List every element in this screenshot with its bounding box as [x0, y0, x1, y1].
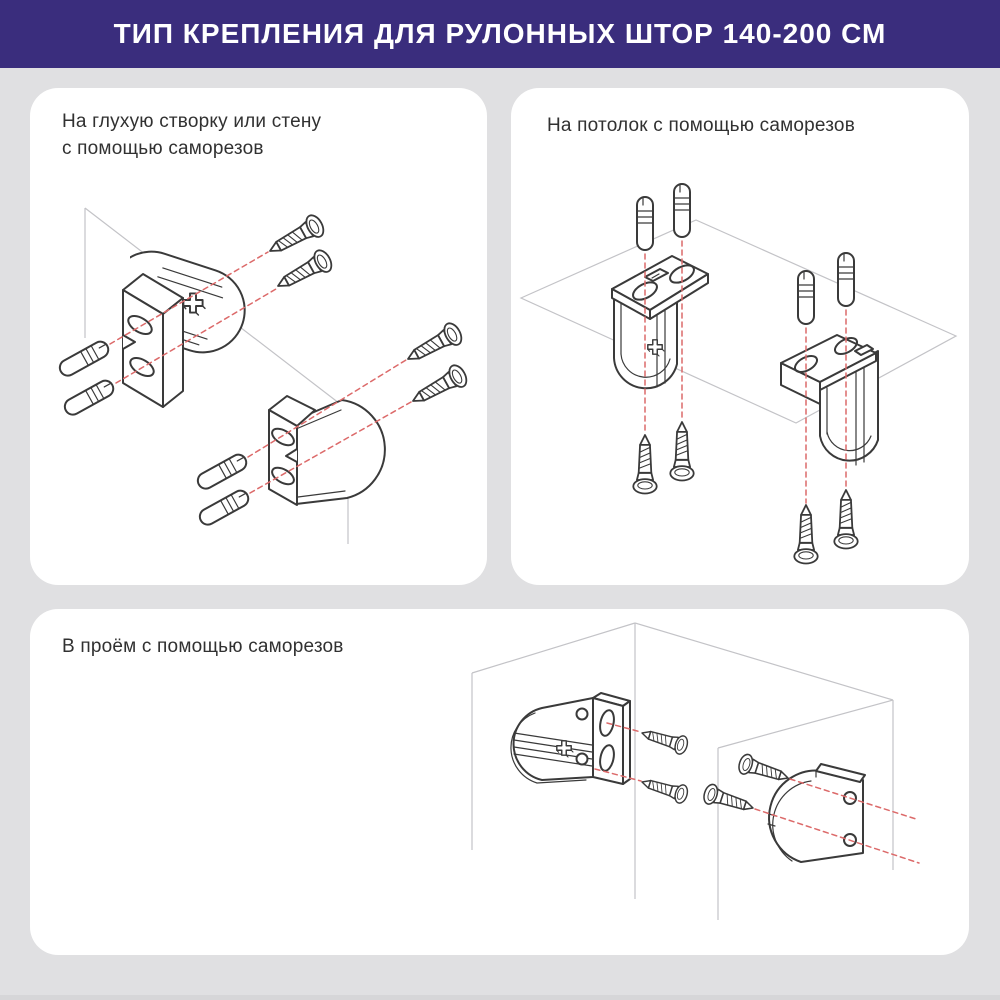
- screw-icon: [402, 320, 465, 369]
- drum-bracket-mount-plate: [123, 274, 183, 407]
- wall-plug-icon: [674, 184, 690, 237]
- wall-plug-icon: [57, 339, 111, 379]
- panel-wall-title-line2: с помощью саморезов: [62, 138, 264, 159]
- screw-icon: [670, 422, 693, 481]
- panel-ceiling-title-line1: На потолок с помощью саморезов: [547, 115, 855, 136]
- panel-opening-title-line1: В проём с помощью саморезов: [62, 636, 344, 657]
- screw-icon: [702, 783, 756, 818]
- panel-ceiling-mount: [511, 88, 969, 585]
- wall-plug-icon: [637, 197, 653, 250]
- ceiling-mount-illustration: [511, 88, 969, 585]
- panel-opening-mount: [30, 609, 969, 955]
- screw-icon: [633, 435, 656, 494]
- wall-plug-icon: [838, 253, 854, 306]
- wall-plug-icon: [62, 378, 116, 418]
- panel-opening-title: [62, 633, 344, 660]
- drum-bracket: [98, 241, 255, 407]
- screw-icon: [639, 724, 689, 756]
- screw-icon: [407, 362, 470, 411]
- opening-mount-illustration: [30, 609, 969, 955]
- panel-wall-mount: [30, 88, 487, 585]
- screw-icon: [272, 247, 335, 296]
- alignment-line: [595, 723, 919, 863]
- footer-strip: [0, 995, 1000, 1000]
- header: [0, 0, 1000, 68]
- cap-bracket: [269, 396, 385, 505]
- panel-ceiling-title: [547, 112, 855, 139]
- screw-icon: [737, 753, 791, 788]
- screw-icon: [639, 773, 689, 805]
- drum-bracket-side: [612, 256, 708, 388]
- wall-mount-illustration: [30, 88, 487, 585]
- panel-wall-title-line1: На глухую створку или стену: [62, 111, 322, 132]
- screw-icon: [834, 490, 857, 549]
- wall-plug-icon: [195, 452, 249, 492]
- panel-wall-title: [62, 108, 321, 162]
- ceiling-plane: [521, 220, 956, 423]
- l-bracket: [781, 335, 878, 465]
- wall-plug-icon: [798, 271, 814, 324]
- cap-bracket-left: [511, 693, 630, 784]
- page-title: ТИП КРЕПЛЕНИЯ ДЛЯ РУЛОННЫХ ШТОР 140-200 СМ: [113, 18, 887, 49]
- screw-icon: [794, 505, 817, 564]
- wall-plug-icon: [197, 488, 251, 528]
